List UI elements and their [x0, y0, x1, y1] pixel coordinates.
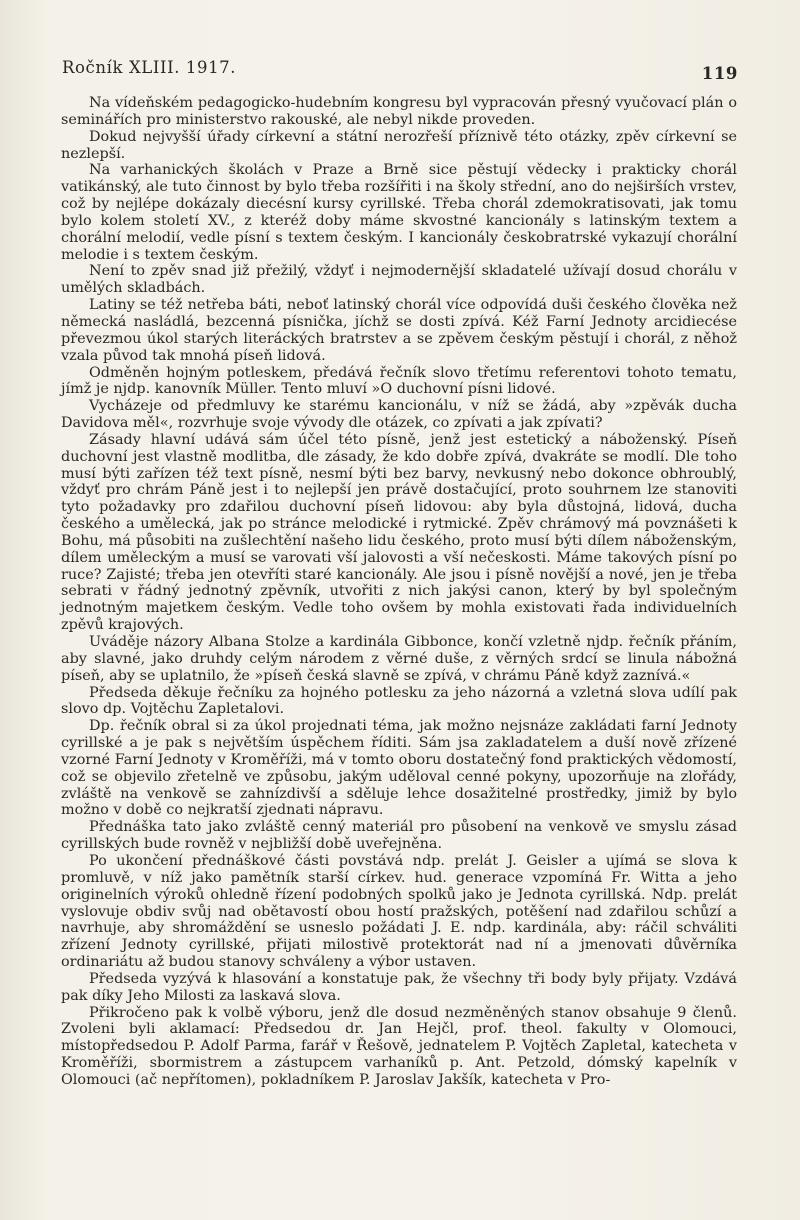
page-header — [62, 58, 738, 84]
page-number: 119 — [701, 64, 738, 83]
paragraph: Předseda děkuje řečníku za hojného potlesku za jeho názorná a vzletná slova udílí pak slovo dp. Vojtěchu Zapletalovi. — [61, 684, 737, 718]
paragraph: Zásady hlavní udává sám účel této písně, jenž jest estetický a náboženský. Píseň duchovní jest vlastně modlitba, dle zásady, že kdo dobře zpívá, dvakráte se modlí. Dle toho musí býti zařízen též text písně, nesmí býti bez barvy, nevkusný nebo dokonce obhroublý, vždyť pro chrám Páně jest i to nejlepší jen právě dostačující, proto souhrnem lze stanoviti tyto požadavky pro zdařilou duchovní píseň lidovou: aby byla důstojná, lidová, ducha českého a umělecká, jak po stránce melodické i rytmické. Zpěv chrámový má povznášeti k Bohu, má působiti na zušlechtění našeho lidu českého, proto musí býti dílem náboženským, dílem uměleckým a musí se varovati vší jalovosti a vší nečeskosti. Máme takových písní po ruce? Zajisté; třeba jen otevříti staré kancionály. Ale jsou i písně novější a nové, jen je třeba sebrati v řádný jednotný zpěvník, utvořiti z nich jakýsi canon, který by byl společným jednotným majetkem českým. Vedle toho ovšem by mohla existovati řada individuelních zpěvů krajových. — [61, 431, 737, 634]
paragraph: Na vídeňském pedagogicko-hudebním kongresu byl vypracován přesný vyučovací plán o seminářích pro ministerstvo rakouské, ale nebyl nikde proveden. — [61, 95, 737, 128]
body-text — [61, 95, 737, 1089]
paragraph: Přednáška tato jako zvláště cenný materiál pro působení na venkově ve smyslu zásad cyrillských bude rovněž v nejbližší době uveřejněna. — [61, 819, 737, 853]
paragraph: Latiny se též netřeba báti, neboť latinský chorál více odpovídá duši českého člověka než německá nasládlá, bezcenná písnička, jíchž se dosti zpívá. Kéž Farní Jednoty arcidiecése převezmou úkol starých literáckých bratrstev a se zpěvem českým pěstují i chorál, z něhož vzala původ tak mnohá píseň lidová. — [61, 297, 737, 364]
paragraph: Dokud nejvyšší úřady církevní a státní nerozřeší příznivě této otázky, zpěv církevní se nezlepší. — [61, 128, 737, 162]
paragraph: Uváděje názory Albana Stolze a kardinála Gibbonce, končí vzletně njdp. řečník přáním, aby slavné, jako druhdy celým národem z věrné duše, z věrných srdcí se linula nábožná píseň, aby se uplatnilo, že »píseň česká slavně se zpívá, v chrámu Páně když zaznívá.« — [61, 634, 737, 684]
paragraph: Na varhanických školách v Praze a Brně sice pěstují vědecky i prakticky chorál vatikánský, ale tuto činnost by bylo třeba rozšířiti i na školy střední, ano do nejširších vrstev, což by nejlépe dokázaly diecésní kursy cyrillské. Třeba chorál zdemokratisovati, jak tomu bylo kolem století XV., z kteréž doby máme skvostné kancionály s latinským textem a chorální melodií, vedle písní s textem českým. I kancionály českobratrské vykazují chorální melodie i s textem českým. — [61, 162, 737, 263]
running-head: Ročník XLIII. 1917. — [62, 58, 237, 77]
paragraph: Přikročeno pak k volbě výboru, jenž dle dosud nezměněných stanov obsahuje 9 členů. Zvoleni byli aklamací: Předsedou dr. Jan Hejčl, prof. theol. fakulty v Olomouci, místopředsedou P. Adolf Parma, farář v Řešově, jednatelem P. Vojtěch Zapletal, katecheta v Kroměříži, sbormistrem a zástupcem varhaníků p. Ant. Petzold, dómský kapelník v Olomouci (ač nepřítomen), pokladníkem P. Jaroslav Jakšík, katecheta v Pro- — [61, 1004, 737, 1088]
paragraph: Po ukončení přednáškové části povstává ndp. prelát J. Geisler a ujímá se slova k promluvě, v níž jako pamětník starší církev. hud. generace vzpomíná Fr. Witta a jeho originelních výroků ohledně řízení podobných spolků jako je Jednota cyrillská. Ndp. prelát vyslovuje obdiv svůj nad obětavostí obou hostí pražských, potěšení nad zdařilou schůzí a navrhuje, aby shromáždění se usneslo požádati J. E. ndp. kardinála, aby: ráčil schváliti zřízení Jednoty cyrillské, přijati milostivě protektorát nad ní a jmenovati důvěrníka ordinariátu až budou stanovy schváleny a výbor ustaven. — [61, 852, 737, 971]
paragraph: Předseda vyzývá k hlasování a konstatuje pak, že všechny tři body byly přijaty. Vzdává pak díky Jeho Milosti za laskavá slova. — [61, 970, 737, 1004]
paragraph: Vycházeje od předmluvy ke starému kancionálu, v níž se žádá, aby »zpěvák ducha Davidova měl«, rozvrhuje svoje vývody dle otázek, co zpívati a jak zpívati? — [61, 398, 737, 432]
paragraph: Dp. řečník obral si za úkol projednati téma, jak možno nejsnáze zakládati farní Jednoty cyrillské a je pak s největším úspěchem říditi. Sám jsa zakladatelem a duší nově zřízené vzorné Farní Jednoty v Kroměříži, má v tomto oboru dostatečný fond praktických vědomostí, což se objevilo zřetelně ve způsobu, jakým uděloval cenné pokyny, upozorňuje na zlořády, zvláště na venkově se zahnízdivší a sděluje lehce dosažitelné prostředky, jimiž by bylo možno v době co nejkratší zjednati nápravu. — [61, 718, 737, 819]
paragraph: Není to zpěv snad již přežilý, vždyť i nejmodernější skladatelé užívají dosud chorálu v umělých skladbách. — [61, 263, 737, 297]
paragraph: Odměněn hojným potleskem, předává řečník slovo třetímu referentovi tohoto tematu, jímž je njdp. kanovník Müller. Tento mluví »O duchovní písni lidové. — [61, 364, 737, 398]
